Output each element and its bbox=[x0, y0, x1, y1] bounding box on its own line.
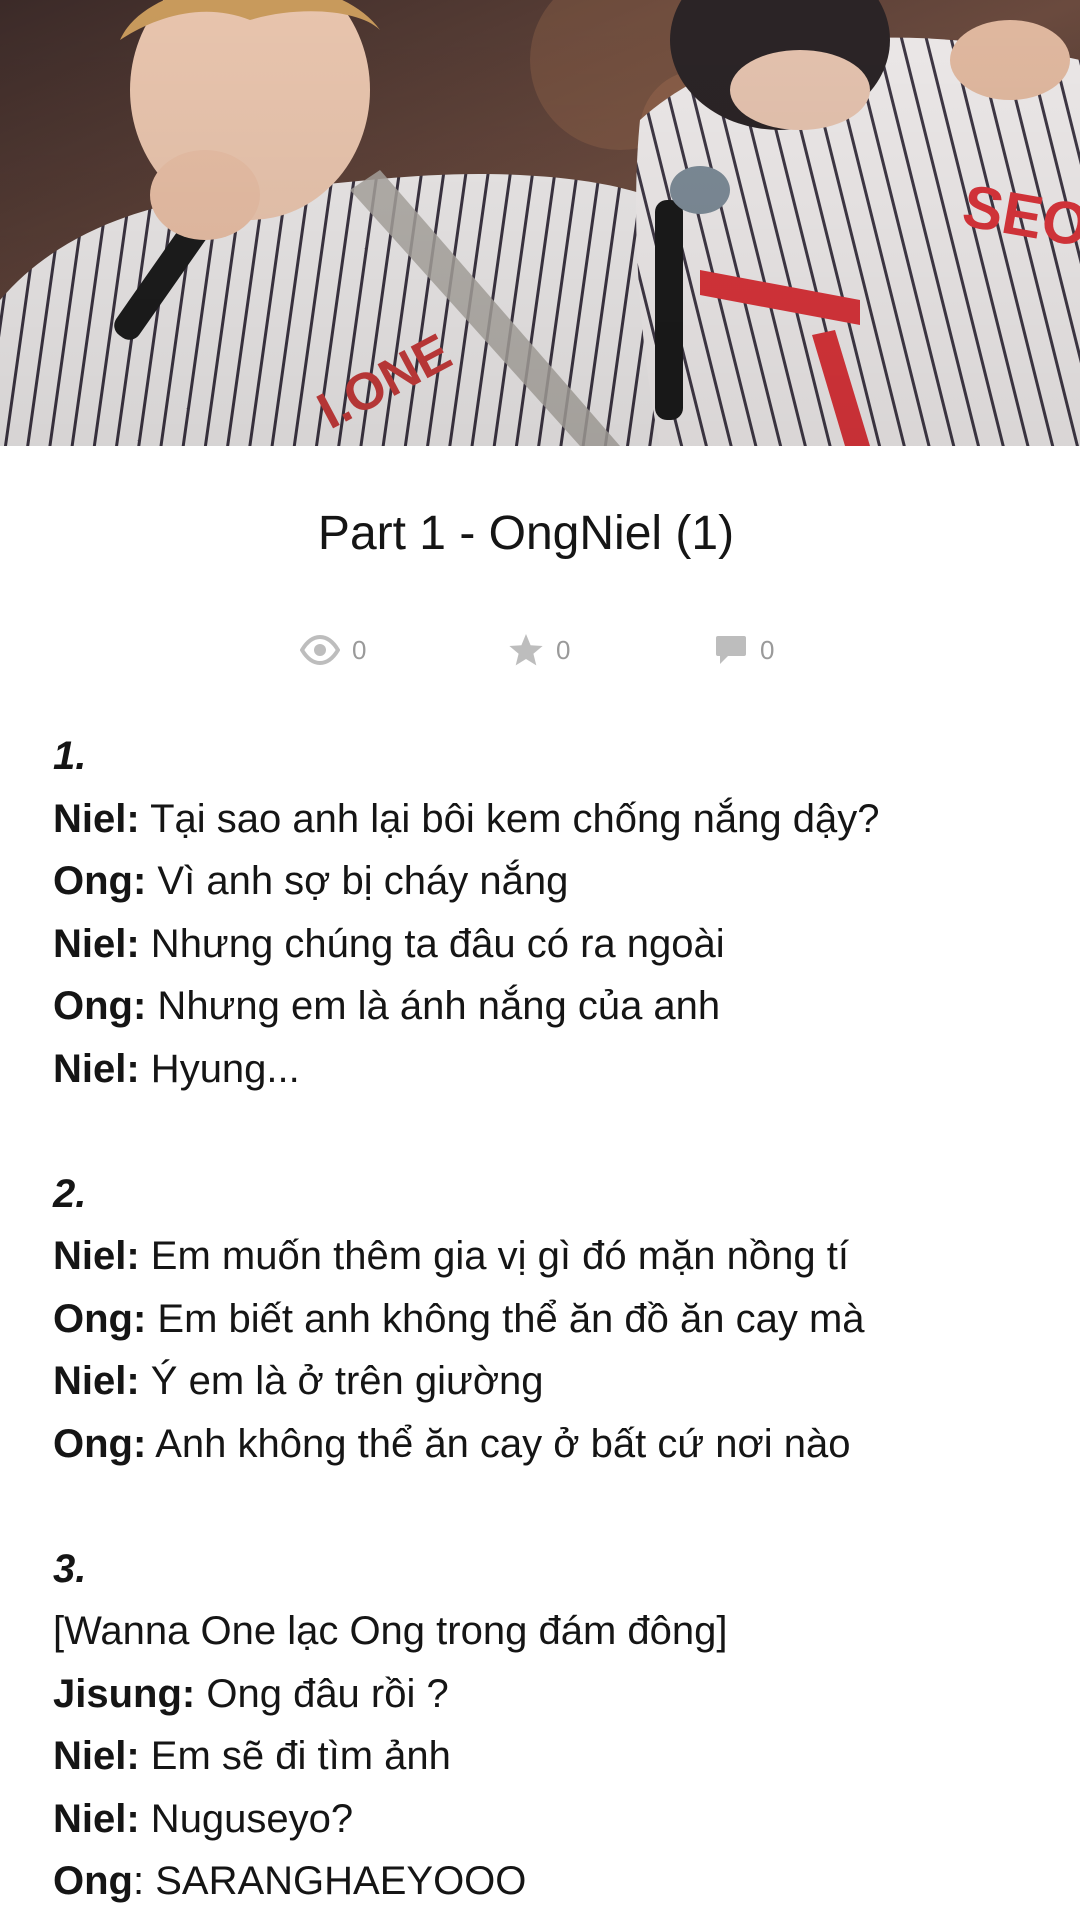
dialogue-text: Nhưng em là ánh nắng của anh bbox=[146, 984, 721, 1028]
speaker-name: Niel: bbox=[53, 921, 140, 966]
views-stat bbox=[300, 625, 366, 675]
dialogue-line bbox=[53, 913, 1043, 976]
dialogue-line bbox=[53, 1725, 1043, 1788]
dialogue-text: Hyung... bbox=[139, 1046, 300, 1091]
speaker-name: Niel: bbox=[53, 1734, 140, 1778]
cover-photo bbox=[0, 0, 1080, 446]
section-number: 3. bbox=[53, 1546, 87, 1591]
speaker-name: Ong: bbox=[53, 1296, 147, 1341]
part-title: Part 1 - OngNiel (1) bbox=[317, 507, 735, 560]
speaker-name: Niel: bbox=[53, 1234, 140, 1278]
votes-stat bbox=[508, 625, 570, 675]
dialogue-text: Ong đâu rồi ? bbox=[195, 1671, 449, 1716]
dialogue-text: [Wanna One lạc Ong trong đám đông] bbox=[53, 1609, 728, 1653]
story-text bbox=[53, 725, 1043, 1913]
dialogue-line bbox=[53, 788, 1043, 851]
dialogue-line bbox=[53, 975, 1043, 1038]
dialogue-line bbox=[53, 1413, 1043, 1476]
votes-count: 0 bbox=[556, 634, 571, 665]
speaker-name: Jisung: bbox=[53, 1671, 196, 1716]
speaker-name: Niel: bbox=[53, 1046, 140, 1091]
speaker-name: Niel: bbox=[53, 1359, 140, 1403]
dialogue-text: Em sẽ đi tìm ảnh bbox=[139, 1734, 451, 1778]
views-count: 0 bbox=[352, 634, 367, 665]
dialogue-text: Nhưng chúng ta đâu có ra ngoài bbox=[139, 921, 725, 966]
section-number: 1. bbox=[53, 734, 87, 778]
section-number: 2. bbox=[53, 1171, 87, 1216]
dialogue-line bbox=[53, 850, 1043, 913]
dialogue-text: Anh không thể ăn cay ở bất cứ nơi nào bbox=[146, 1421, 851, 1466]
comments-count: 0 bbox=[760, 634, 775, 665]
star-icon bbox=[508, 633, 544, 667]
speaker-name: Niel: bbox=[53, 1796, 140, 1841]
speaker-name: Niel: bbox=[53, 796, 140, 841]
eye-icon bbox=[300, 634, 340, 666]
dialogue-text: Ý em là ở trên giường bbox=[139, 1359, 544, 1403]
speaker-name: Ong bbox=[53, 1859, 133, 1903]
dialogue-line bbox=[53, 1038, 1043, 1101]
dialogue-text: Tại sao anh lại bôi kem chống nắng dậy? bbox=[139, 796, 880, 841]
speaker-name: Ong: bbox=[53, 1421, 147, 1466]
dialogue-line bbox=[53, 1225, 1043, 1288]
comments-stat bbox=[714, 625, 774, 675]
dialogue-line bbox=[53, 1788, 1043, 1851]
cover-image bbox=[0, 0, 1080, 446]
dialogue-line bbox=[53, 1850, 1043, 1913]
speaker-name: Ong: bbox=[53, 859, 147, 903]
dialogue-line bbox=[53, 1663, 1043, 1726]
spacer bbox=[53, 1475, 1043, 1538]
dialogue-line bbox=[53, 1350, 1043, 1413]
part-stats bbox=[0, 625, 1080, 675]
dialogue-text: Em muốn thêm gia vị gì đó mặn nồng tí bbox=[139, 1234, 849, 1278]
speaker-name: Ong: bbox=[53, 984, 147, 1028]
dialogue-text: Em biết anh không thể ăn đồ ăn cay mà bbox=[146, 1296, 865, 1341]
dialogue-text: Nuguseyo? bbox=[139, 1796, 354, 1841]
comment-icon bbox=[714, 634, 748, 666]
spacer bbox=[53, 1100, 1043, 1163]
dialogue-line bbox=[53, 1288, 1043, 1351]
dialogue-text: : SARANGHAEYOOO bbox=[132, 1859, 527, 1903]
dialogue-line bbox=[53, 1600, 1043, 1663]
dialogue-text: Vì anh sợ bị cháy nắng bbox=[146, 859, 569, 903]
